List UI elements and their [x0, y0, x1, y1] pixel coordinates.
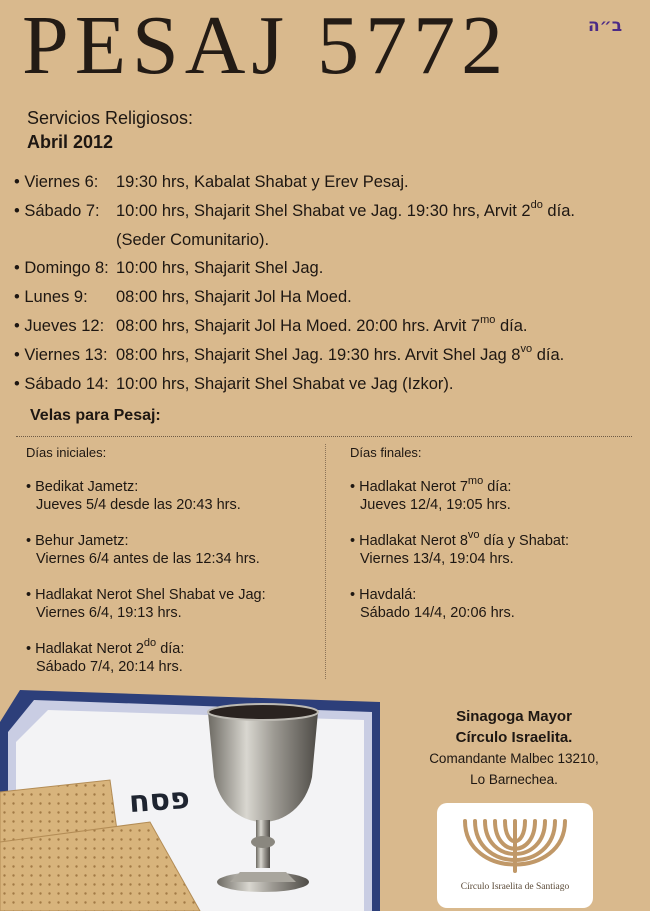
candle-entry: • Hadlakat Nerot $7^{mo}$ día: Jueves 12/4, 19:05 hrs. [350, 475, 512, 513]
schedule-day: • Viernes 6: [14, 173, 99, 191]
schedule-detail: 10:00 hrs, Shajarit Shel Shabat ve Jag. 19:30 hrs, Arvit $2^{do}$ día. [116, 199, 575, 220]
synagogue-contact [412, 706, 616, 790]
schedule-detail: 10:00 hrs, Shajarit Shel Jag. [116, 259, 324, 278]
schedule-row-continuation [14, 226, 575, 255]
address-line-1: Comandante Malbec 13210, [429, 751, 599, 766]
schedule-day: • Viernes 13: [14, 345, 108, 364]
seder-photo [0, 682, 380, 911]
column-divider [325, 444, 326, 679]
schedule-row [14, 197, 575, 226]
candles-heading: Velas para Pesaj: [30, 407, 161, 424]
menorah-icon [437, 803, 593, 883]
service-schedule [14, 168, 575, 398]
schedule-detail: 08:00 hrs, Shajarit Shel Jag. 19:30 hrs. Arvit Shel Jag $8^{vo}$ día. [116, 343, 565, 364]
schedule-day: • Jueves 12: [14, 316, 105, 335]
schedule-row [14, 168, 575, 197]
address-line-2: Lo Barnechea. [470, 772, 558, 787]
candle-entry: • Hadlakat Nerot $2^{do}$ día: Sábado 7/4, 20:14 hrs. [26, 637, 185, 675]
initial-days-heading: Días iniciales: [26, 445, 107, 460]
schedule-detail: 10:00 hrs, Shajarit Shel Shabat ve Jag (Izkor). [116, 374, 454, 393]
initial-days-column [26, 445, 266, 694]
schedule-detail: 19:30 hrs, Kabalat Shabat y Erev Pesaj. [116, 173, 409, 191]
candle-entry: • Hadlakat Nerot $8^{vo}$ día y Shabat: Viernes 13/4, 19:04 hrs. [350, 529, 570, 567]
final-days-column [350, 445, 569, 640]
schedule-day: • Sábado 7: [14, 201, 100, 220]
schedule-row [14, 341, 575, 370]
schedule-row [14, 312, 575, 341]
schedule-detail: (Seder Comunitario). [116, 230, 270, 249]
candle-entry: • Behur Jametz: Viernes 6/4 antes de las 12:34 hrs. [26, 533, 260, 567]
schedule-detail: 08:00 hrs, Shajarit Jol Ha Moed. 20:00 hrs. Arvit $7^{mo}$ día. [116, 314, 528, 335]
services-heading: Servicios Religiosos: [27, 108, 194, 128]
final-days-heading: Días finales: [350, 445, 422, 460]
poster-title: PESAJ 5772 [22, 0, 510, 92]
schedule-row [14, 254, 575, 283]
candle-entry: • Bedikat Jametz: Jueves 5/4 desde las 20:43 hrs. [26, 479, 241, 513]
schedule-day: • Lunes 9: [14, 288, 88, 307]
synagogue-name: Sinagoga Mayor [456, 708, 572, 725]
schedule-day: • Sábado 14: [14, 374, 109, 393]
services-month: Abril 2012 [27, 132, 114, 152]
section-divider [16, 436, 632, 437]
organization-logo [437, 803, 593, 908]
hebrew-mark: ב״ה [588, 16, 623, 36]
schedule-row [14, 283, 575, 312]
schedule-day: • Domingo 8: [14, 259, 109, 278]
organization-name: Círculo Israelita. [455, 729, 573, 746]
schedule-row [14, 370, 575, 399]
logo-caption: Círculo Israelita de Santiago [460, 882, 570, 892]
candle-entry: • Havdalá: Sábado 14/4, 20:06 hrs. [350, 587, 515, 621]
schedule-detail: 08:00 hrs, Shajarit Jol Ha Moed. [116, 288, 352, 307]
candle-entry: • Hadlakat Nerot Shel Shabat ve Jag: Viernes 6/4, 19:13 hrs. [26, 587, 266, 621]
cloth-hebrew-text: פסח [127, 780, 191, 821]
